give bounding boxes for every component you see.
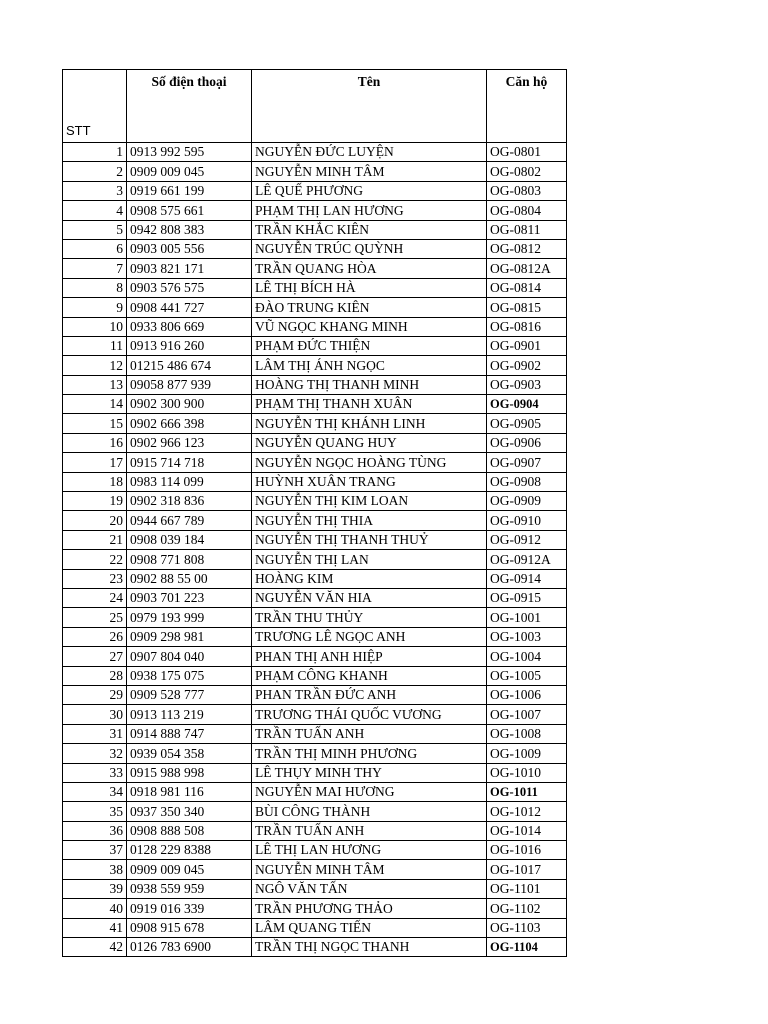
table-row — [63, 763, 567, 782]
phone-cell: 0902 318 836 — [127, 492, 252, 511]
table-row — [63, 414, 567, 433]
apartment-cell: OG-0801 — [487, 143, 567, 162]
table-row — [63, 899, 567, 918]
name-cell: LÂM QUANG TIẾN — [252, 918, 487, 937]
phone-cell: 0903 576 575 — [127, 278, 252, 297]
apartment-cell: OG-0816 — [487, 317, 567, 336]
stt-cell: 31 — [63, 724, 127, 743]
name-cell: LÊ THỊ LAN HƯƠNG — [252, 841, 487, 860]
table-row — [63, 278, 567, 297]
stt-cell: 1 — [63, 143, 127, 162]
name-cell: TRẦN TUẤN ANH — [252, 821, 487, 840]
apartment-cell: OG-0901 — [487, 336, 567, 355]
name-cell: PHẠM THỊ LAN HƯƠNG — [252, 201, 487, 220]
apartment-cell: OG-0907 — [487, 453, 567, 472]
table-row — [63, 821, 567, 840]
stt-cell: 35 — [63, 802, 127, 821]
apartment-cell: OG-0902 — [487, 356, 567, 375]
table-row — [63, 162, 567, 181]
phone-cell: 0903 701 223 — [127, 588, 252, 607]
stt-cell: 37 — [63, 841, 127, 860]
phone-cell: 0913 113 219 — [127, 705, 252, 724]
table-row — [63, 938, 567, 957]
stt-cell: 17 — [63, 453, 127, 472]
phone-cell: 0915 714 718 — [127, 453, 252, 472]
stt-cell: 15 — [63, 414, 127, 433]
apartment-cell: OG-0814 — [487, 278, 567, 297]
name-cell: PHẠM THỊ THANH XUÂN — [252, 395, 487, 414]
name-cell: TRƯƠNG LÊ NGỌC ANH — [252, 627, 487, 646]
table-row — [63, 356, 567, 375]
name-cell: NGUYỄN THỊ LAN — [252, 550, 487, 569]
table-body — [63, 143, 567, 957]
phone-cell: 0913 992 595 — [127, 143, 252, 162]
table-row — [63, 705, 567, 724]
apartment-cell: OG-0811 — [487, 220, 567, 239]
stt-cell: 2 — [63, 162, 127, 181]
phone-cell: 0909 009 045 — [127, 162, 252, 181]
stt-cell: 16 — [63, 433, 127, 452]
stt-cell: 42 — [63, 938, 127, 957]
phone-cell: 0908 575 661 — [127, 201, 252, 220]
table-row — [63, 666, 567, 685]
apartment-cell: OG-1006 — [487, 685, 567, 704]
stt-cell: 3 — [63, 181, 127, 200]
name-cell: ĐÀO TRUNG KIÊN — [252, 298, 487, 317]
name-cell: NGUYỄN TRÚC QUỲNH — [252, 239, 487, 258]
phone-cell: 0908 915 678 — [127, 918, 252, 937]
apartment-cell: OG-1001 — [487, 608, 567, 627]
stt-cell: 34 — [63, 782, 127, 801]
apartment-cell: OG-1004 — [487, 647, 567, 666]
stt-cell: 22 — [63, 550, 127, 569]
phone-cell: 0126 783 6900 — [127, 938, 252, 957]
phone-cell: 0908 441 727 — [127, 298, 252, 317]
name-cell: HOÀNG THỊ THANH MINH — [252, 375, 487, 394]
name-cell: NGUYỄN NGỌC HOÀNG TÙNG — [252, 453, 487, 472]
table-row — [63, 530, 567, 549]
phone-cell: 0937 350 340 — [127, 802, 252, 821]
name-cell: TRƯƠNG THÁI QUỐC VƯƠNG — [252, 705, 487, 724]
name-cell: LÊ THỤY MINH THY — [252, 763, 487, 782]
stt-cell: 10 — [63, 317, 127, 336]
table-row — [63, 569, 567, 588]
table-row — [63, 220, 567, 239]
stt-cell: 21 — [63, 530, 127, 549]
stt-cell: 8 — [63, 278, 127, 297]
apartment-cell: OG-1005 — [487, 666, 567, 685]
apartment-cell: OG-1102 — [487, 899, 567, 918]
apartment-cell: OG-0910 — [487, 511, 567, 530]
name-cell: PHẠM ĐỨC THIỆN — [252, 336, 487, 355]
name-cell: HUỲNH XUÂN TRANG — [252, 472, 487, 491]
phone-cell: 0938 559 959 — [127, 879, 252, 898]
apartment-cell: OG-0915 — [487, 588, 567, 607]
table-row — [63, 317, 567, 336]
phone-cell: 0903 005 556 — [127, 239, 252, 258]
name-cell: BÙI CÔNG THÀNH — [252, 802, 487, 821]
table-row — [63, 627, 567, 646]
stt-cell: 39 — [63, 879, 127, 898]
apartment-cell: OG-1103 — [487, 918, 567, 937]
stt-cell: 28 — [63, 666, 127, 685]
apartment-cell: OG-1014 — [487, 821, 567, 840]
name-cell: NGUYỄN THỊ KIM LOAN — [252, 492, 487, 511]
phone-cell: 0902 666 398 — [127, 414, 252, 433]
name-cell: PHAN TRẦN ĐỨC ANH — [252, 685, 487, 704]
table-row — [63, 647, 567, 666]
table-row — [63, 685, 567, 704]
name-cell: TRẦN TUẤN ANH — [252, 724, 487, 743]
table-row — [63, 259, 567, 278]
table-row — [63, 918, 567, 937]
apartment-cell: OG-0906 — [487, 433, 567, 452]
stt-cell: 20 — [63, 511, 127, 530]
phone-cell: 0939 054 358 — [127, 744, 252, 763]
name-cell: NGUYỄN THỊ THIA — [252, 511, 487, 530]
table-row — [63, 588, 567, 607]
phone-cell: 0909 298 981 — [127, 627, 252, 646]
phone-cell: 0907 804 040 — [127, 647, 252, 666]
name-cell: NGUYỄN QUANG HUY — [252, 433, 487, 452]
phone-cell: 0938 175 075 — [127, 666, 252, 685]
stt-cell: 23 — [63, 569, 127, 588]
apartment-cell: OG-0802 — [487, 162, 567, 181]
table-row — [63, 143, 567, 162]
apartment-cell: OG-1011 — [487, 782, 567, 801]
name-cell: LÊ QUẾ PHƯƠNG — [252, 181, 487, 200]
table-row — [63, 879, 567, 898]
name-cell: TRẦN THỊ NGỌC THANH — [252, 938, 487, 957]
table-row — [63, 802, 567, 821]
table-row — [63, 550, 567, 569]
apartment-cell: OG-1104 — [487, 938, 567, 957]
phone-cell: 0903 821 171 — [127, 259, 252, 278]
phone-cell: 0944 667 789 — [127, 511, 252, 530]
table-row — [63, 395, 567, 414]
phone-cell: 0918 981 116 — [127, 782, 252, 801]
name-cell: NGUYỄN MINH TÂM — [252, 860, 487, 879]
table-row — [63, 298, 567, 317]
phone-cell: 0942 808 383 — [127, 220, 252, 239]
header-name: Tên — [252, 70, 487, 143]
name-cell: TRẦN KHẮC KIÊN — [252, 220, 487, 239]
phone-cell: 0919 661 199 — [127, 181, 252, 200]
phone-cell: 0908 771 808 — [127, 550, 252, 569]
phone-cell: 0915 988 998 — [127, 763, 252, 782]
stt-cell: 25 — [63, 608, 127, 627]
stt-cell: 24 — [63, 588, 127, 607]
table-row — [63, 375, 567, 394]
table-row — [63, 239, 567, 258]
apartment-cell: OG-1009 — [487, 744, 567, 763]
resident-table — [62, 69, 567, 957]
apartment-cell: OG-0908 — [487, 472, 567, 491]
phone-cell: 09058 877 939 — [127, 375, 252, 394]
table-row — [63, 511, 567, 530]
phone-cell: 0919 016 339 — [127, 899, 252, 918]
name-cell: NGUYỄN MAI HƯƠNG — [252, 782, 487, 801]
table-row — [63, 492, 567, 511]
apartment-cell: OG-0904 — [487, 395, 567, 414]
table-row — [63, 782, 567, 801]
apartment-cell: OG-0812A — [487, 259, 567, 278]
header-apartment: Căn hộ — [487, 70, 567, 143]
stt-cell: 40 — [63, 899, 127, 918]
phone-cell: 0979 193 999 — [127, 608, 252, 627]
table-row — [63, 433, 567, 452]
phone-cell: 0909 528 777 — [127, 685, 252, 704]
apartment-cell: OG-1101 — [487, 879, 567, 898]
name-cell: NGUYỄN ĐỨC LUYỆN — [252, 143, 487, 162]
phone-cell: 0913 916 260 — [127, 336, 252, 355]
stt-cell: 6 — [63, 239, 127, 258]
phone-cell: 0908 888 508 — [127, 821, 252, 840]
header-phone: Số điện thoại — [127, 70, 252, 143]
apartment-cell: OG-0804 — [487, 201, 567, 220]
phone-cell: 01215 486 674 — [127, 356, 252, 375]
stt-cell: 33 — [63, 763, 127, 782]
name-cell: LÂM THỊ ÁNH NGỌC — [252, 356, 487, 375]
phone-cell: 0128 229 8388 — [127, 841, 252, 860]
stt-cell: 14 — [63, 395, 127, 414]
phone-cell: 0908 039 184 — [127, 530, 252, 549]
apartment-cell: OG-1008 — [487, 724, 567, 743]
stt-cell: 32 — [63, 744, 127, 763]
header-row — [63, 70, 567, 143]
table-row — [63, 181, 567, 200]
stt-cell: 19 — [63, 492, 127, 511]
stt-cell: 41 — [63, 918, 127, 937]
name-cell: PHẠM CÔNG KHANH — [252, 666, 487, 685]
phone-cell: 0983 114 099 — [127, 472, 252, 491]
stt-cell: 29 — [63, 685, 127, 704]
name-cell: TRẦN PHƯƠNG THẢO — [252, 899, 487, 918]
stt-cell: 38 — [63, 860, 127, 879]
apartment-cell: OG-0912A — [487, 550, 567, 569]
name-cell: NGÔ VĂN TẤN — [252, 879, 487, 898]
stt-cell: 4 — [63, 201, 127, 220]
name-cell: VŨ NGỌC KHANG MINH — [252, 317, 487, 336]
phone-cell: 0902 300 900 — [127, 395, 252, 414]
table-row — [63, 201, 567, 220]
stt-cell: 9 — [63, 298, 127, 317]
table-row — [63, 860, 567, 879]
phone-cell: 0909 009 045 — [127, 860, 252, 879]
header-stt: STT — [63, 70, 127, 143]
stt-cell: 5 — [63, 220, 127, 239]
apartment-cell: OG-1007 — [487, 705, 567, 724]
apartment-cell: OG-1017 — [487, 860, 567, 879]
stt-cell: 7 — [63, 259, 127, 278]
stt-cell: 13 — [63, 375, 127, 394]
stt-cell: 30 — [63, 705, 127, 724]
apartment-cell: OG-0909 — [487, 492, 567, 511]
name-cell: TRẦN THU THỦY — [252, 608, 487, 627]
apartment-cell: OG-1010 — [487, 763, 567, 782]
stt-cell: 27 — [63, 647, 127, 666]
stt-cell: 12 — [63, 356, 127, 375]
name-cell: NGUYỄN VĂN HIA — [252, 588, 487, 607]
name-cell: TRẦN QUANG HÒA — [252, 259, 487, 278]
stt-cell: 36 — [63, 821, 127, 840]
apartment-cell: OG-0905 — [487, 414, 567, 433]
apartment-cell: OG-1016 — [487, 841, 567, 860]
phone-cell: 0933 806 669 — [127, 317, 252, 336]
name-cell: NGUYỄN THỊ KHÁNH LINH — [252, 414, 487, 433]
apartment-cell: OG-0912 — [487, 530, 567, 549]
apartment-cell: OG-0812 — [487, 239, 567, 258]
phone-cell: 0914 888 747 — [127, 724, 252, 743]
table-row — [63, 472, 567, 491]
stt-cell: 11 — [63, 336, 127, 355]
table-row — [63, 453, 567, 472]
name-cell: LÊ THỊ BÍCH HÀ — [252, 278, 487, 297]
phone-cell: 0902 88 55 00 — [127, 569, 252, 588]
name-cell: TRẦN THỊ MINH PHƯƠNG — [252, 744, 487, 763]
apartment-cell: OG-0903 — [487, 375, 567, 394]
apartment-cell: OG-1012 — [487, 802, 567, 821]
apartment-cell: OG-0815 — [487, 298, 567, 317]
name-cell: NGUYỄN MINH TÂM — [252, 162, 487, 181]
table-row — [63, 841, 567, 860]
stt-cell: 18 — [63, 472, 127, 491]
phone-cell: 0902 966 123 — [127, 433, 252, 452]
name-cell: PHAN THỊ ANH HIỆP — [252, 647, 487, 666]
apartment-cell: OG-0803 — [487, 181, 567, 200]
apartment-cell: OG-1003 — [487, 627, 567, 646]
table-row — [63, 744, 567, 763]
apartment-cell: OG-0914 — [487, 569, 567, 588]
stt-cell: 26 — [63, 627, 127, 646]
table-row — [63, 608, 567, 627]
table-row — [63, 336, 567, 355]
table-row — [63, 724, 567, 743]
name-cell: HOÀNG KIM — [252, 569, 487, 588]
name-cell: NGUYỄN THỊ THANH THUỶ — [252, 530, 487, 549]
